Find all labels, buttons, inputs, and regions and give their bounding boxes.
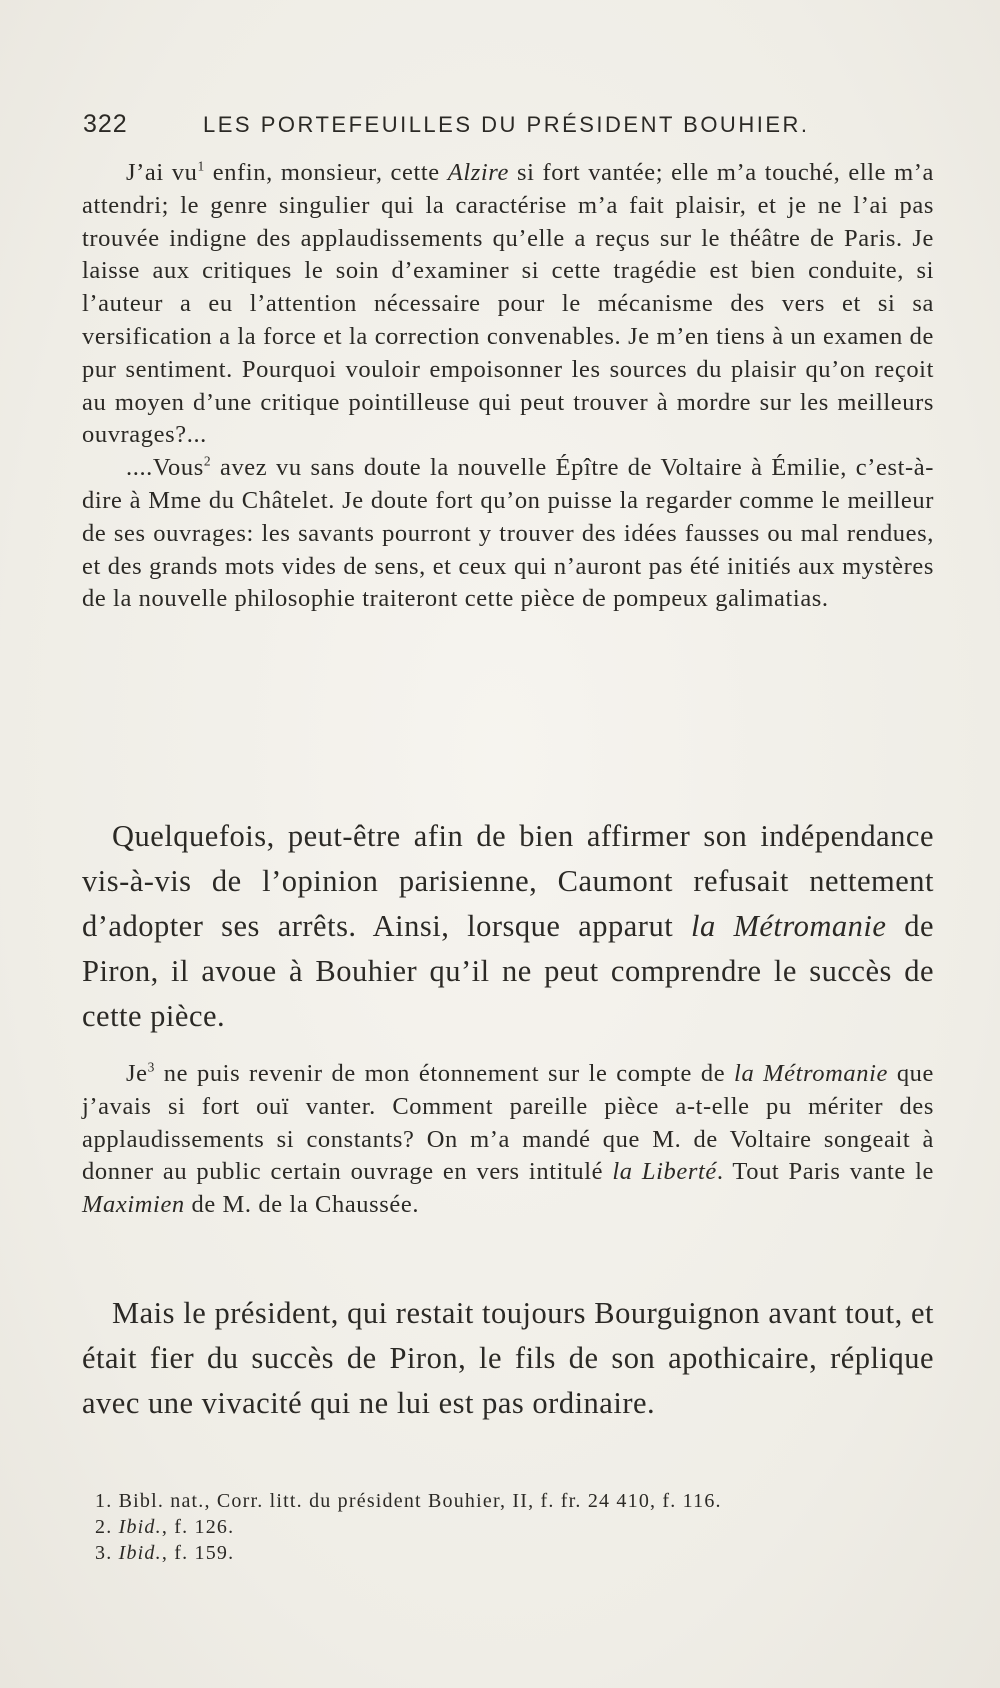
footnote-text: , f. 159. xyxy=(161,1542,235,1564)
footnote-number: 2. xyxy=(95,1516,113,1538)
prose-text: Quelquefois, peut-être afin de bien affirmer son indépendance vis-à-vis de l’opinion parisienne, Caumont refusait nettement d’adopter ses arrêts. Ainsi, lorsque apparut xyxy=(82,819,934,943)
footnote-ibid: Ibid. xyxy=(118,1542,162,1564)
running-head xyxy=(83,110,933,150)
work-title-metromanie: la Métromanie xyxy=(734,1060,888,1087)
quote-text: si fort vantée; elle m’a touché, elle m’a attendri; le genre singulier qui la caractérise m’a fait plaisir, et je ne l’ai pas trouvée indigne des applaudissements qu’elle a reçus sur le théâtre de Paris. Je laisse aux critiques le soin d’examiner si cette tragédie est bien conduite, si l’auteur a eu l’attention nécessaire pour le mécanisme des vers et si sa versification a la force et la correction convenables. Je m’en tiens à un examen de pur sentiment. Pourquoi vouloir empoisonner les sources du plaisir qu’on reçoit au moyen d’une critique pointilleuse qui peut trouver à mordre sur les meilleurs ouvrages?... xyxy=(82,159,934,449)
footnote-number: 1. xyxy=(95,1490,113,1512)
work-title-alzire: Alzire xyxy=(447,159,509,186)
footnote-text: Bibl. nat., Corr. litt. du président Bouhier, II, f. fr. 24 410, f. 116. xyxy=(112,1490,722,1512)
footnote-ref-1: 1 xyxy=(197,158,205,174)
work-title-maximien: Maximien xyxy=(82,1191,185,1219)
footnote-number: 3. xyxy=(95,1542,113,1564)
footnote-ref-3: 3 xyxy=(147,1059,155,1075)
footnote-3 xyxy=(95,1540,915,1566)
footnotes xyxy=(95,1488,915,1566)
quote-text: de M. de la Chaussée. xyxy=(184,1191,420,1219)
quote-paragraph-3 xyxy=(82,1058,934,1222)
quote-paragraph-1 xyxy=(82,157,934,452)
quote-text: Je xyxy=(126,1060,148,1087)
footnote-ref-2: 2 xyxy=(203,453,212,469)
work-title-metromanie: la Métromanie xyxy=(690,909,887,943)
body-paragraph-1 xyxy=(82,814,934,1039)
footnote-1 xyxy=(95,1488,915,1514)
quoted-letter-1 xyxy=(82,157,934,616)
running-title: LES PORTEFEUILLES DU PRÉSIDENT BOUHIER. xyxy=(203,112,810,137)
work-title-liberte: la Liberté xyxy=(612,1158,717,1186)
prose-paragraph: Mais le président, qui restait toujours Bourguignon avant tout, et était fier du succès de Piron, le fils de son apothicaire, réplique avec une vivacité qui ne lui est pas ordinaire. xyxy=(82,1296,934,1420)
quote-text: avez vu sans doute la nouvelle Épître de Voltaire à Émilie, c’est-à-dire à Mme du Châtelet. Je doute fort qu’on puisse la regarder comme le meilleur de ses ouvrages: les savants pourront y trouver des idées fausses ou mal rendues, et des grands mots vides de sens, et ceux qui n’auront pas été initiés aux mystères de la nouvelle philosophie traiteront cette pièce de pompeux galimatias. xyxy=(82,454,934,613)
body-paragraph-2 xyxy=(82,1291,934,1426)
prose-paragraph xyxy=(82,814,934,1039)
quote-text: ne puis revenir de mon étonnement sur le compte de xyxy=(154,1060,735,1087)
quoted-letter-2 xyxy=(82,1058,934,1222)
prose-text: de Piron, il avoue à Bouhier qu’il ne peut comprendre le succès de cette pièce. xyxy=(82,909,934,1033)
footnote-text: , f. 126. xyxy=(161,1516,235,1538)
quote-text: enfin, monsieur, cette xyxy=(204,159,448,186)
quote-text: J’ai vu xyxy=(126,159,198,186)
quote-text: que j’avais si fort ouï vanter. Comment pareille pièce a-t-elle pu mériter des applaudissements si constants? On m’a mandé que M. de Voltaire songeait à donner au public certain ouvrage en vers intitulé xyxy=(82,1060,935,1186)
quote-text: ....Vous xyxy=(126,454,204,482)
quote-paragraph-2 xyxy=(82,452,934,616)
footnote-ibid: Ibid. xyxy=(118,1516,162,1538)
quote-text: . Tout Paris vante le xyxy=(716,1158,934,1186)
footnote-2 xyxy=(95,1514,915,1540)
page-number: 322 xyxy=(83,110,128,138)
